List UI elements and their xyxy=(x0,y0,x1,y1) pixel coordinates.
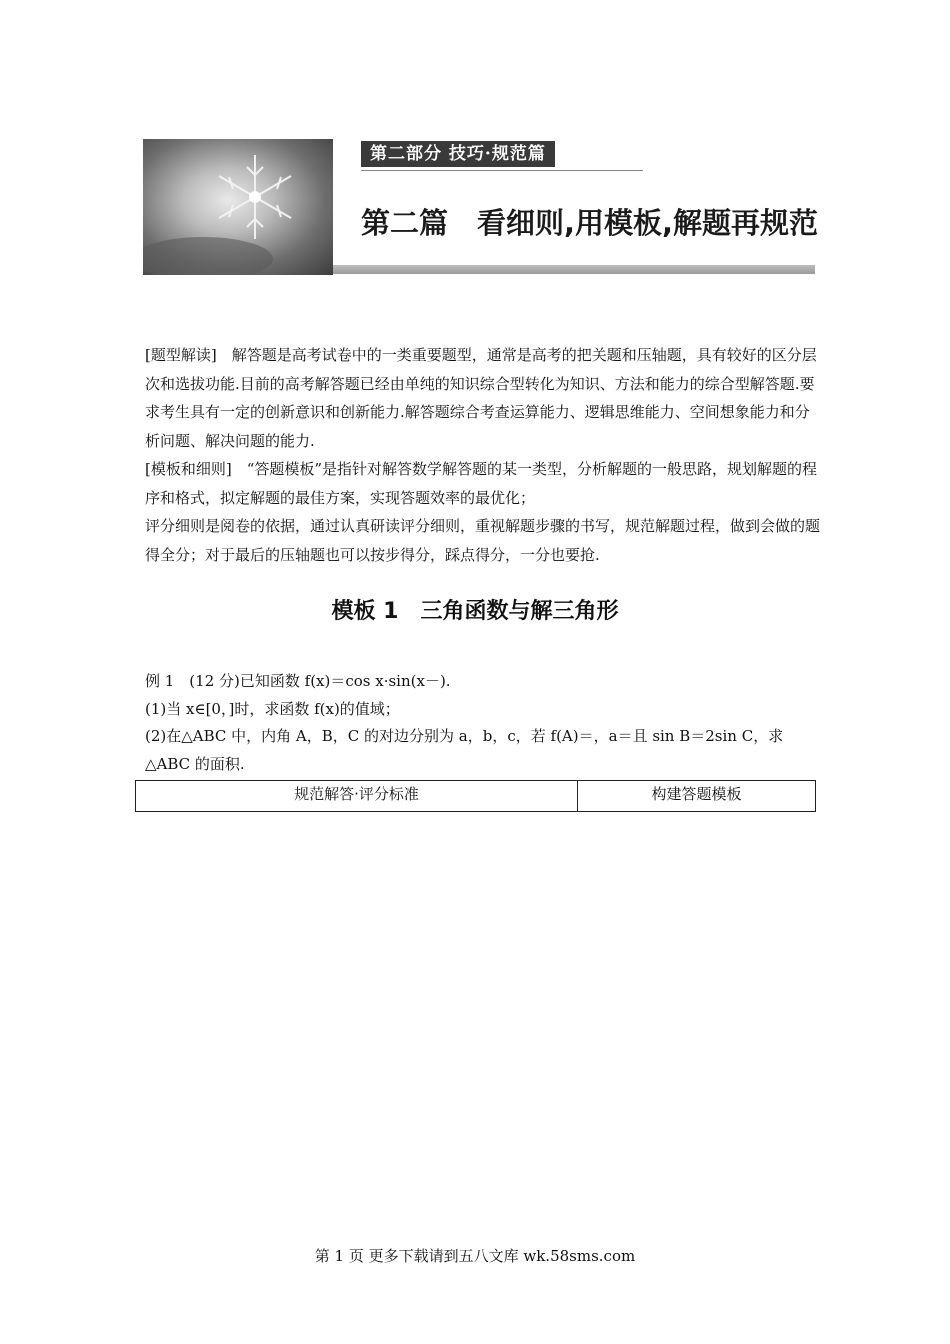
banner-bar xyxy=(333,265,815,274)
intro-section xyxy=(145,341,820,569)
paragraph-label: [模板和细则] xyxy=(145,460,232,478)
example-line: 例 1 (12 分)已知函数 f(x)＝cos x·sin(x－). xyxy=(145,672,451,690)
paragraph-text: “答题模板”是指针对解答数学解答题的某一类型，分析解题的一般思路，规划解题的程序和格式，拟定解题的最佳方案，实现答题效率的最优化； xyxy=(145,460,818,507)
part-label: 第二部分 技巧·规范篇 xyxy=(361,141,555,167)
answer-table-header xyxy=(135,780,816,812)
intro-paragraph: 评分细则是阅卷的依据，通过认真研读评分细则，重视解题步骤的书写，规范解题过程，做到会做的题得全分；对于最后的压轴题也可以按步得分，踩点得分，一分也要抢. xyxy=(145,517,821,564)
paragraph-label: [题型解读] xyxy=(145,346,217,364)
section-title: 模板 1 三角函数与解三角形 xyxy=(331,599,619,624)
example-problem xyxy=(145,668,820,778)
table-header-cell: 规范解答·评分标准 xyxy=(136,781,578,811)
page-footer: 第 1 页 更多下载请到五八文库 wk.58sms.com xyxy=(314,1247,636,1265)
intro-paragraph xyxy=(145,455,820,512)
snowflake-image xyxy=(143,139,333,275)
intro-paragraph xyxy=(145,341,820,455)
divider xyxy=(361,170,643,171)
table-header-cell: 构建答题模板 xyxy=(651,785,742,803)
example-line: (1)当 x∈[0，]时，求函数 f(x)的值域； xyxy=(145,699,400,718)
example-line: (2)在△ABC 中，内角 A，B，C 的对边分别为 a，b，c，若 f(A)＝，a＝且 sin B＝2sin C，求 xyxy=(145,727,784,745)
paragraph-text: 解答题是高考试卷中的一类重要题型，通常是高考的把关题和压轴题，具有较好的区分层次和选拔功能.目前的高考解答题已经由单纯的知识综合型转化为知识、方法和能力的综合型解答题.要求考生具有一定的创新意识和创新能力.解答题综合考查运算能力、逻辑思维能力、空间想象能力和分析问题、解决问题的能力. xyxy=(145,346,817,450)
chapter-title: 第二篇 看细则,用模板,解题再规范 xyxy=(361,206,819,240)
chapter-banner xyxy=(143,139,819,275)
example-line: △ABC 的面积. xyxy=(145,754,245,773)
